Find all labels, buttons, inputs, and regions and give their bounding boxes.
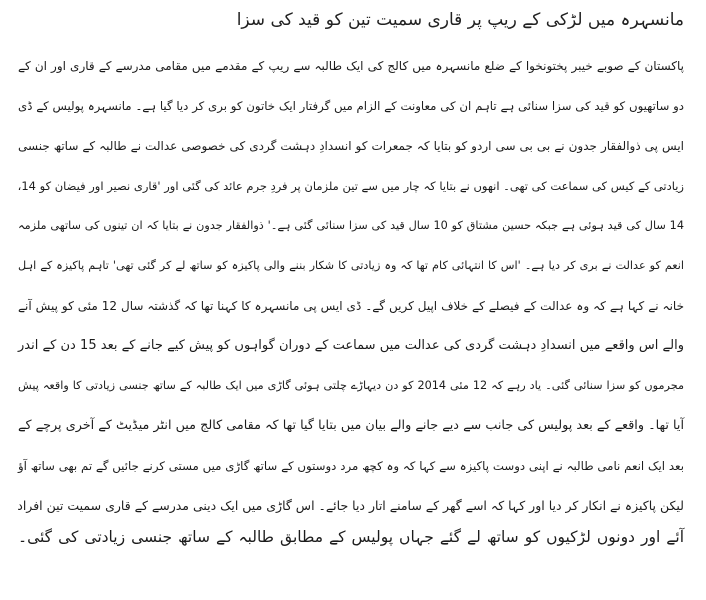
article-line: ایس پی ذوالفقار جدون نے بی بی سی اردو کو بتایا کہ جمعرات کو انسدادِ دہشت گردی کی خصوصی عدالت نے طالبہ کے ساتھ جنسی [18,139,684,153]
article-line: زیادتی کے کیس کی سماعت کی تھی۔ انھوں نے بتایا کہ چار میں سے تین ملزمان پر فردِ جرم عائد کی گئی اور 'قاری نصیر اور فیضان کو 14، [17,179,684,193]
article-line: 14 سال کی قید ہوئی ہے جبکہ حسین مشتاق کو 10 سال قید کی سزا سنائی گئی ہے۔' ذوالفقار جدون نے بتایا کہ ان تینوں کی ساتھی ملزمہ [18,219,684,232]
article-line: دو ساتھیوں کو قید کی سزا سنائی ہے تاہم ان کی معاونت کے الزام میں گرفتار ایک خاتون کو بری کر دیا گیا ہے۔ مانسہرہ پولیس کے ڈی [18,99,684,113]
article-line: خانہ نے کہا ہے کہ وہ عدالت کے فیصلے کے خلاف اپیل کریں گے۔ ڈی ایس پی مانسہرہ کا کہنا تھا کہ گذشتہ سال 12 مئی کو پیش آنے [18,299,685,313]
article-line: آیا تھا۔ واقعے کے بعد پولیس کی جانب سے دیے جانے والے بیان میں بتایا گیا تھا کہ مقامی کالج میں انٹر میڈیٹ کے آخری پرچے کے [18,418,684,433]
article-line: پاکستان کے صوبے خیبر پختونخوا کے ضلع مانسہرہ میں کالج کی ایک طالبہ سے ریپ کے مقدمے میں مقامی مدرسے کے قاری اور ان کے [18,59,684,73]
article-line: انعم کو عدالت نے بری کر دیا ہے۔ 'اس کا انتہائی کام تھا کہ وہ زیادتی کا شکار بننے والی پاکیزہ کو ساتھ لے کر گئی تھی' تاہم پاکیزہ کے اہل [18,259,684,272]
article-line: آئے اور دونوں لڑکیوں کو ساتھ لے گئے جہاں پولیس کے مطابق طالبہ کے ساتھ جنسی زیادتی کی گئی۔ [18,528,684,546]
article-headline: مانسہرہ میں لڑکی کے ریپ پر قاری سمیت تین کو قید کی سزا [236,10,684,30]
article-line: بعد ایک انعم نامی طالبہ نے اپنی دوست پاکیزہ سے کہا کہ وہ کچھ مرد دوستوں کے ساتھ گاڑی میں مستی کرنے جائیں گے تم بھی ساتھ آؤ [18,459,684,473]
article-line: لیکن پاکیزہ نے انکار کر دیا اور کہا کہ اسے گھر کے سامنے اتار دیا جائے۔ اس گاڑی میں ایک دینی مدرسے کے قاری سمیت تین افراد [17,498,684,513]
article-body [18,46,684,548]
article-line: والے اس واقعے میں انسدادِ دہشت گردی کی عدالت میں سماعت کے دوران گواہوں کو پیش کیے جانے کے بعد 15 دن کے اندر [18,338,685,353]
article-line: مجرموں کو سزا سنائی گئی۔ یاد رہے کہ 12 مئی 2014 کو دن دیہاڑے چلتی ہوئی گاڑی میں ایک طالبہ کے ساتھ جنسی زیادتی کا واقعہ پیش [18,379,684,392]
